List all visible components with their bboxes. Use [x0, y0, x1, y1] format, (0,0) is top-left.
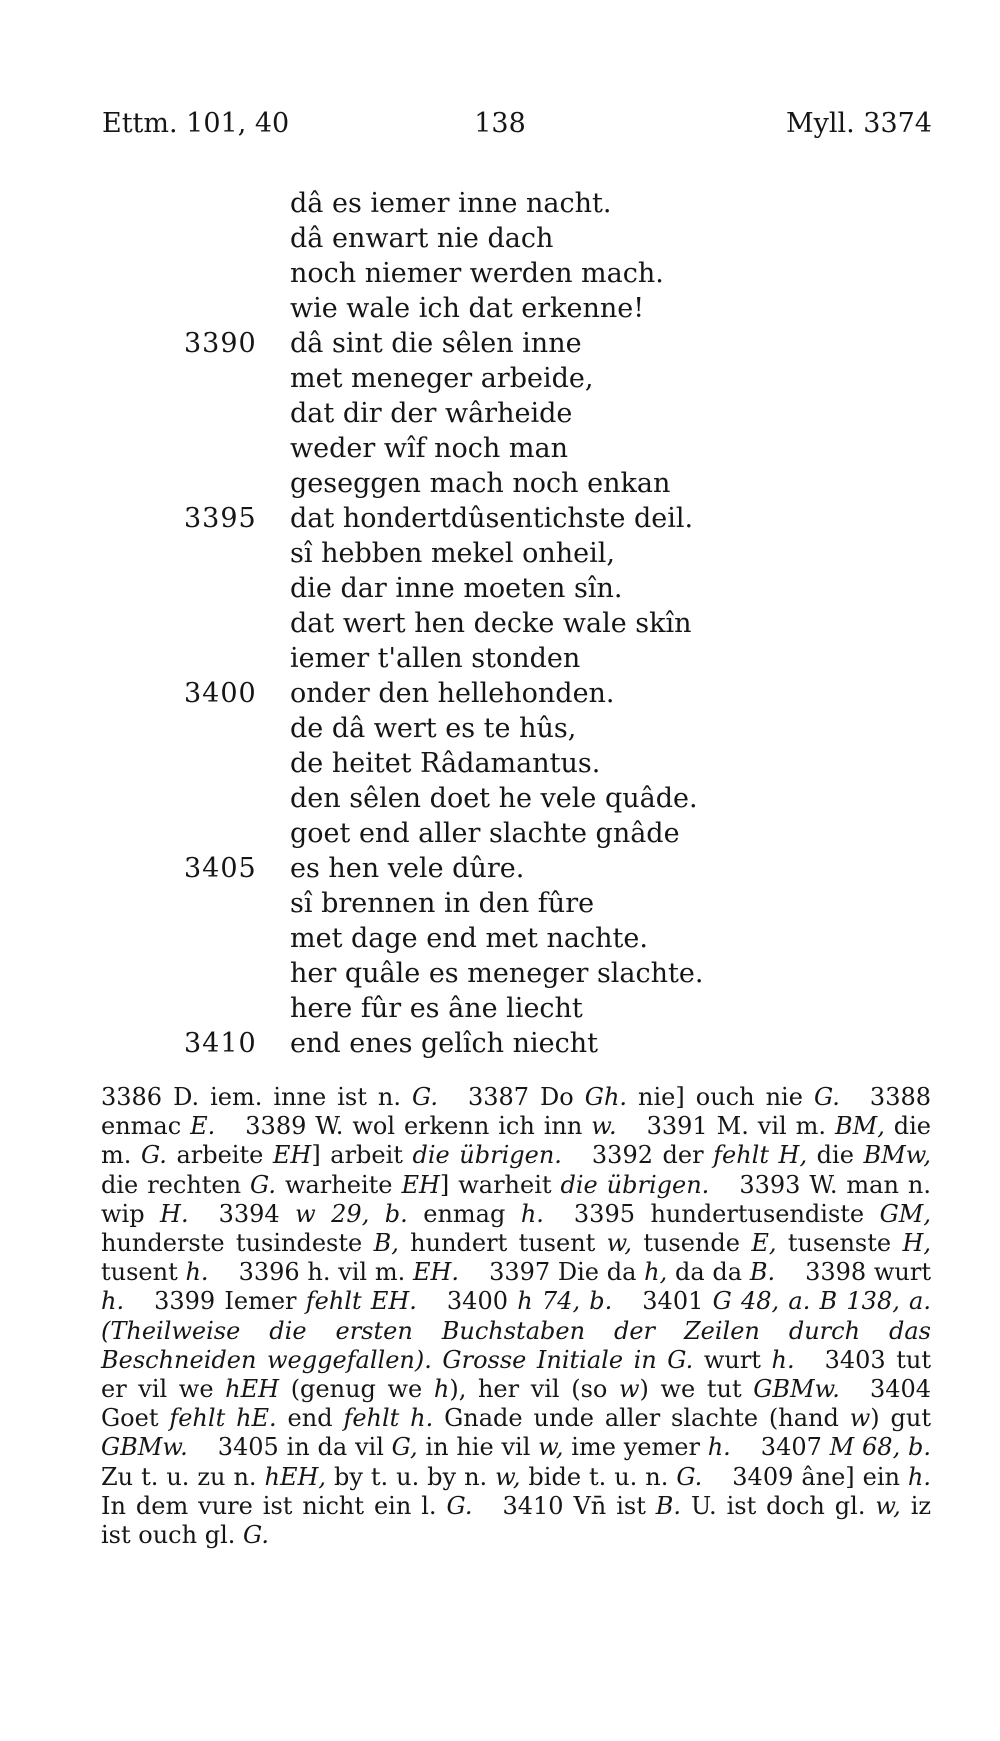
verse-line	[0, 921, 1000, 956]
note-siglum: EH.	[412, 1258, 460, 1287]
note-text: 3395 hundertusendiste	[573, 1199, 880, 1228]
verse-line	[0, 326, 1000, 361]
note-siglum: G 48, a. B 138, a. (Theilweise die ersten Buchstaben der Zeilen durch das Beschneiden weggefallen). Grosse Initiale in G.	[101, 1287, 931, 1374]
verse-line-text: dat wert hen decke wale skîn	[290, 608, 692, 639]
note-text: 3404 Goet	[101, 1375, 932, 1433]
verse-line	[0, 431, 1000, 466]
note-siglum: fehlt h.	[343, 1404, 434, 1433]
note-siglum: hEH	[225, 1375, 280, 1404]
verse-line	[0, 256, 1000, 291]
note-text: 3409 âne] ein	[732, 1462, 908, 1491]
note-siglum: w,	[538, 1433, 564, 1462]
verse-line	[0, 711, 1000, 746]
note-siglum: fehlt EH.	[305, 1287, 417, 1316]
note-text: 3388 enmac	[101, 1083, 931, 1141]
line-number: 3400	[184, 678, 257, 709]
verse-line-text: dâ sint die sêlen inne	[290, 328, 582, 359]
verse-line-text: here fûr es âne liecht	[290, 993, 583, 1024]
verse-line-text: end enes gelîch niecht	[290, 1028, 599, 1059]
verse-line	[0, 536, 1000, 571]
verse-line	[0, 746, 1000, 781]
note-siglum: M 68, b.	[829, 1433, 931, 1462]
note-siglum: hEH,	[264, 1462, 327, 1491]
verse-line-text: her quâle es meneger slachte.	[290, 958, 704, 989]
note-text: (genug we	[279, 1375, 434, 1404]
verse-line-text: sî brennen in den fûre	[290, 888, 595, 919]
note-text: ) gut	[870, 1404, 931, 1433]
verse-line	[0, 466, 1000, 501]
note-siglum: fehlt H,	[713, 1141, 808, 1170]
note-siglum: fehlt hE.	[169, 1404, 277, 1433]
note-siglum: w,	[606, 1229, 632, 1258]
verse-line	[0, 396, 1000, 431]
note-siglum: h.	[185, 1258, 209, 1287]
verse-line-text: dâ es iemer inne nacht.	[290, 188, 612, 219]
note-text: 3403 tut er vil we	[101, 1345, 932, 1404]
verse-line-text: met meneger arbeide,	[290, 363, 594, 394]
note-siglum: B.	[749, 1258, 776, 1287]
note-siglum: E,	[751, 1229, 777, 1258]
verse-line	[0, 956, 1000, 991]
note-siglum: BM,	[834, 1112, 885, 1141]
verse-line-text: wie wale ich dat erkenne!	[290, 293, 645, 324]
note-siglum: h.	[771, 1345, 795, 1374]
verse-line	[0, 781, 1000, 816]
verse-line-text: noch niemer werden mach.	[290, 258, 664, 289]
note-text: tusent	[101, 1258, 186, 1287]
note-siglum: die übrigen.	[560, 1170, 710, 1199]
verse-line	[0, 886, 1000, 921]
note-text: ime yemer	[563, 1433, 708, 1462]
note-siglum: G,	[391, 1433, 418, 1462]
note-siglum: G.	[676, 1462, 703, 1491]
verse-line-text: dat dir der wârheide	[290, 398, 573, 429]
verse-line	[0, 851, 1000, 886]
note-text: 3391 M. vil m.	[646, 1112, 835, 1141]
note-text: 3387 Do	[467, 1083, 585, 1111]
verse-line-text: dâ enwart nie dach	[290, 223, 554, 254]
note-text: 3399 Iemer	[154, 1287, 306, 1316]
note-text: nie] ouch nie	[627, 1083, 814, 1111]
verse-text	[0, 186, 1000, 1061]
note-siglum: h,	[644, 1258, 668, 1287]
note-text: 3401	[642, 1287, 713, 1316]
verse-line-text: den sêlen doet he vele quâde.	[290, 783, 698, 814]
note-text: 3400	[446, 1287, 518, 1316]
verse-line	[0, 501, 1000, 536]
note-siglum: GBMw.	[101, 1433, 188, 1462]
verse-line-text: de dâ wert es te hûs,	[290, 713, 577, 744]
running-head-left: Ettm. 101, 40	[102, 108, 290, 139]
note-siglum: G.	[446, 1491, 473, 1520]
verse-line	[0, 571, 1000, 606]
note-text: tusende	[631, 1229, 752, 1258]
verse-line-text: weder wîf noch man	[290, 433, 568, 464]
line-number: 3390	[184, 328, 257, 359]
note-text: iz ist ouch gl.	[101, 1491, 932, 1550]
note-siglum: h 74, b.	[517, 1287, 613, 1316]
note-text: 3407	[760, 1433, 830, 1462]
note-siglum: GBMw.	[753, 1375, 840, 1404]
note-text: end	[276, 1404, 344, 1433]
note-text: 3386 D. iem. inne ist n.	[101, 1083, 412, 1111]
line-number: 3395	[184, 503, 257, 534]
note-text: In dem vure ist nicht ein l.	[101, 1491, 447, 1520]
note-text: 3398 wurt	[805, 1258, 932, 1287]
verse-line-text: geseggen mach noch enkan	[290, 468, 671, 499]
note-siglum: G.	[412, 1083, 438, 1111]
note-siglum: w 29, b.	[295, 1199, 408, 1228]
note-siglum: E.	[190, 1112, 216, 1141]
verse-line-text: iemer t'allen stonden	[290, 643, 581, 674]
note-siglum: die übrigen.	[412, 1141, 562, 1170]
note-text: hunderste tusindeste	[101, 1229, 374, 1258]
note-text: 3393 W. man n. wip	[101, 1170, 931, 1228]
verse-line-text: onder den hellehonden.	[290, 678, 615, 709]
note-text: in hie vil	[417, 1433, 539, 1462]
verse-line	[0, 606, 1000, 641]
note-siglum: EH	[272, 1141, 312, 1170]
note-siglum: h.	[520, 1199, 544, 1228]
note-text: 3397 Die da	[489, 1258, 645, 1287]
note-text: 3405 in da vil	[217, 1433, 392, 1462]
note-text: da da	[667, 1258, 750, 1287]
note-text: 3410 Vn̄ ist	[502, 1491, 656, 1520]
note-text: die m.	[101, 1112, 932, 1170]
note-text: U. ist doch gl.	[681, 1491, 876, 1520]
note-siglum: G.	[243, 1521, 269, 1550]
note-text: by t. u. by n.	[326, 1462, 496, 1491]
verse-line-text: met dage end met nachte.	[290, 923, 648, 954]
verse-line-text: es hen vele dûre.	[290, 853, 525, 884]
note-siglum: w	[618, 1375, 640, 1404]
note-text: 3389 W. wol erkenn ich inn	[245, 1112, 592, 1141]
note-text: die	[807, 1141, 864, 1170]
running-head-right: Myll. 3374	[785, 108, 932, 139]
note-siglum: H.	[160, 1199, 189, 1228]
note-siglum: G.	[813, 1083, 840, 1111]
note-text: Gnade unde aller slachte (hand	[433, 1404, 850, 1433]
note-siglum: H,	[902, 1229, 931, 1258]
note-text: 3392 der	[591, 1141, 714, 1170]
note-siglum: GM,	[879, 1199, 931, 1228]
note-siglum: B.	[655, 1491, 682, 1520]
verse-line	[0, 676, 1000, 711]
note-text: ] warheit	[439, 1170, 561, 1199]
verse-line-text: goet end aller slachte gnâde	[290, 818, 680, 849]
line-number: 3410	[184, 1028, 257, 1059]
verse-line	[0, 641, 1000, 676]
note-text: ), her vil (so	[449, 1375, 619, 1404]
note-siglum: EH	[401, 1170, 440, 1199]
note-siglum: h.	[101, 1287, 125, 1316]
note-text: tusenste	[776, 1229, 903, 1258]
note-siglum: G.	[250, 1170, 276, 1199]
note-text: ) we tut	[639, 1375, 754, 1404]
note-text: Zu t. u. zu n.	[101, 1462, 265, 1491]
note-text: enmag	[407, 1199, 521, 1228]
note-text: arbeite	[166, 1141, 273, 1170]
note-siglum: w	[849, 1404, 871, 1433]
note-text: 3396 h. vil m.	[238, 1258, 413, 1287]
note-siglum: w,	[495, 1462, 521, 1491]
note-siglum: B,	[373, 1229, 399, 1258]
verse-line-text: dat hondertdûsentichste deil.	[290, 503, 694, 534]
verse-line	[0, 291, 1000, 326]
note-text: wurt	[693, 1345, 772, 1374]
verse-line	[0, 361, 1000, 396]
note-text: bide t. u. n.	[520, 1462, 677, 1491]
verse-line-text: sî hebben mekel onheil,	[290, 538, 615, 569]
note-text: warheite	[276, 1170, 402, 1199]
verse-line	[0, 1026, 1000, 1061]
note-siglum: G.	[140, 1141, 167, 1170]
critical-apparatus	[101, 1083, 931, 1550]
verse-line	[0, 186, 1000, 221]
verse-line-text: die dar inne moeten sîn.	[290, 573, 623, 604]
note-siglum: w,	[875, 1491, 901, 1520]
note-text: hundert tusent	[398, 1229, 607, 1258]
verse-line	[0, 221, 1000, 256]
note-siglum: BMw,	[863, 1141, 932, 1170]
note-siglum: h.	[707, 1433, 731, 1462]
verse-line	[0, 816, 1000, 851]
note-siglum: w.	[591, 1112, 617, 1141]
verse-line-text: de heitet Râdamantus.	[290, 748, 601, 779]
note-siglum: Gh.	[584, 1083, 628, 1111]
note-text: ] arbeit	[311, 1141, 413, 1170]
note-siglum: h.	[907, 1462, 932, 1491]
line-number: 3405	[184, 853, 257, 884]
note-text: die rechten	[101, 1170, 251, 1199]
note-text: 3394	[218, 1199, 296, 1228]
page-number: 138	[474, 108, 526, 139]
verse-line	[0, 991, 1000, 1026]
note-siglum: h	[433, 1375, 450, 1404]
